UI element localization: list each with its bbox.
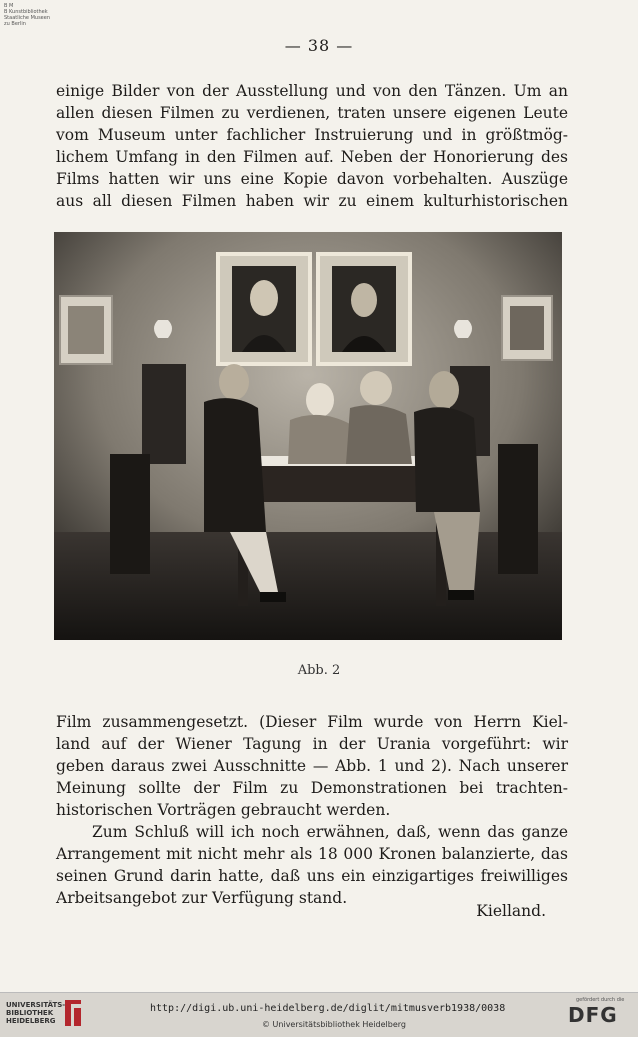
- copyright-text: © Universitätsbibliothek Heidelberg: [262, 1020, 407, 1029]
- paragraph-middle: [56, 711, 568, 821]
- text-line: Meinung sollte der Film zu Demonstrationen bei trachten-: [56, 779, 568, 797]
- stamp-line: zu Berlin: [4, 21, 26, 27]
- stamp-line: B M: [4, 3, 14, 9]
- page-number: — 38 —: [284, 36, 354, 55]
- text-line: einige Bilder von der Ausstellung und von den Tänzen. Um an: [56, 82, 568, 100]
- ub-logo-icon: [62, 998, 84, 1028]
- ub-heidelberg-logo: [6, 1001, 65, 1025]
- chair-left: [110, 454, 150, 574]
- text-line: Arbeitsangebot zur Verfügung stand.: [56, 889, 348, 907]
- text-line: Zum Schluß will ich noch erwähnen, daß, wenn das ganze: [92, 823, 568, 841]
- logo-line: HEIDELBERG: [6, 1017, 56, 1025]
- text-line: aus all diesen Filmen haben wir zu einem kulturhistorischen: [56, 192, 568, 210]
- text-line: geben daraus zwei Ausschnitte — Abb. 1 und 2). Nach unserer: [56, 757, 568, 775]
- stamp-line: B Kunstbibliothek: [4, 9, 48, 15]
- paragraph-bottom: [56, 821, 568, 909]
- portrait-frame-right: [318, 254, 410, 364]
- footer-bar: [0, 992, 638, 1037]
- permalink-url[interactable]: http://digi.ub.uni-heidelberg.de/diglit/mitmusverb1938/0038: [150, 1003, 506, 1014]
- small-frame-left: [60, 296, 112, 364]
- dfg-logo: DFG: [568, 1003, 618, 1027]
- figure-caption: Abb. 2: [297, 663, 341, 678]
- text-line: Arrangement mit nicht mehr als 18 000 Kronen balanzierte, das: [56, 845, 568, 863]
- chair-right: [498, 444, 538, 574]
- figure-photo: [54, 232, 562, 640]
- dfg-note: gefördert durch die: [576, 997, 625, 1003]
- library-stamp: [4, 3, 50, 27]
- text-line: Films hatten wir uns eine Kopie davon vorbehalten. Auszüge: [56, 170, 568, 188]
- portrait-frame-left: [218, 254, 310, 364]
- author-signature: Kielland.: [476, 902, 546, 920]
- text-line: seinen Grund darin hatte, daß uns ein einzigartiges freiwilliges: [56, 867, 568, 885]
- logo-line: BIBLIOTHEK: [6, 1009, 54, 1017]
- logo-line: UNIVERSITÄTS-: [6, 1001, 66, 1009]
- text-line: lichem Umfang in den Filmen auf. Neben der Honorierung des: [56, 148, 568, 166]
- text-line: Film zusammengesetzt. (Dieser Film wurde von Herrn Kiel-: [56, 713, 568, 731]
- photo-scene: [54, 232, 562, 640]
- small-frame-right: [502, 296, 552, 360]
- text-line: allen diesen Filmen zu verdienen, traten unsere eigenen Leute: [56, 104, 568, 122]
- stamp-line: Staatliche Museen: [4, 15, 50, 21]
- paragraph-top: [56, 80, 568, 212]
- text-line: land auf der Wiener Tagung in der Urania vorgeführt: wir: [56, 735, 568, 753]
- text-line: historischen Vorträgen gebraucht werden.: [56, 801, 391, 819]
- text-line: vom Museum unter fachlicher Instruierung und in größtmög-: [56, 126, 568, 144]
